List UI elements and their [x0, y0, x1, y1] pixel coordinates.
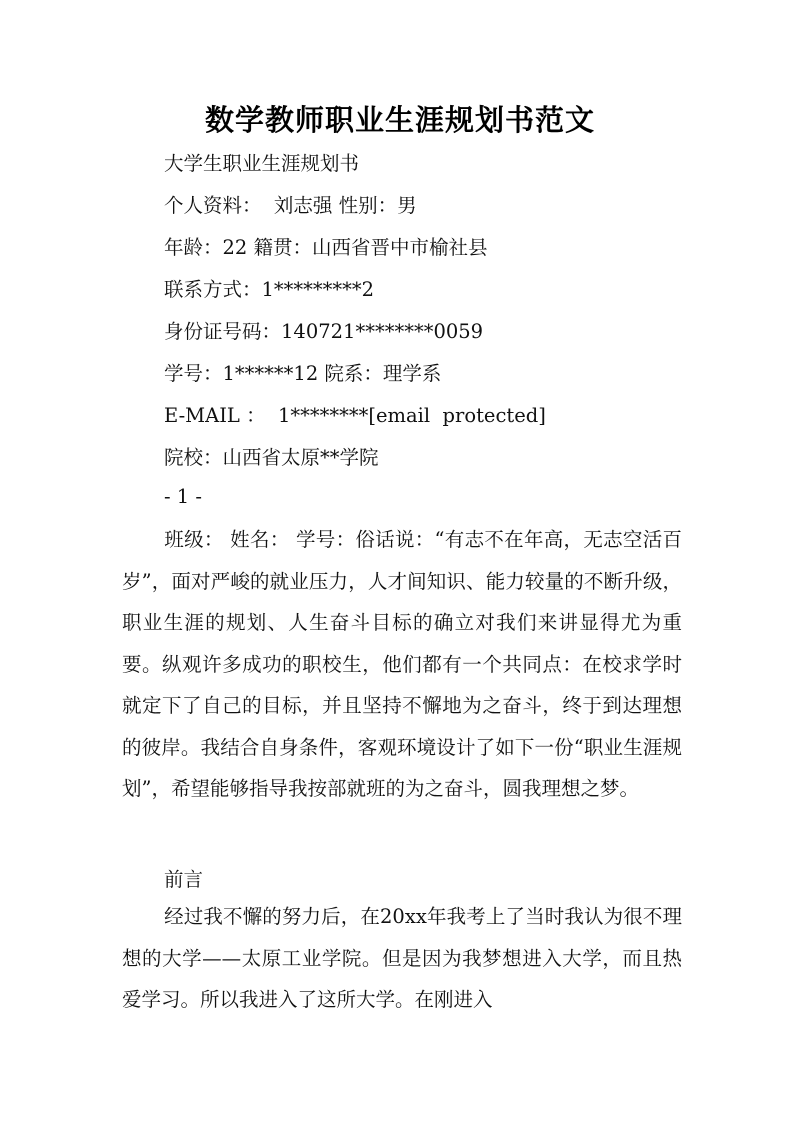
preface-paragraph-text: 经过我不懈的努力后，在20xx年我考上了当时我认为很不理想的大学——太原工业学院。但是因为我梦想进入大学，而且热爱学习。所以我进入了这所大学。在刚进入: [122, 905, 682, 1011]
intro-paragraph-text: 班级： 姓名： 学号：俗话说：“有志不在年高，无志空活百岁”，面对严峻的就业压力，人才间知识、能力较量的不断升级，职业生涯的规划、人生奋斗目标的确立对我们来讲显得尤为重要。纵观许多成功的职校生，他们都有一个共同点：在校求学时就定下了自己的目标，并且坚持不懈地为之奋斗，终于到达理想的彼岸。我结合自身条件，客观环境设计了如下一份“职业生涯规划”，希望能够指导我按部就班的为之奋斗，圆我理想之梦。: [122, 528, 682, 800]
info-line-student-no: 学号：1******12 院系：理学系: [164, 362, 442, 385]
info-line-id: 身份证号码：140721********0059: [164, 320, 484, 343]
document-subtitle: 大学生职业生涯规划书: [164, 152, 360, 175]
info-line-contact: 联系方式：1*********2: [164, 278, 375, 301]
page-marker: - 1 -: [164, 485, 202, 508]
info-line-school: 院校：山西省太原**学院: [164, 446, 379, 469]
info-line-age: 年龄：22 籍贯：山西省晋中市榆社县: [164, 236, 488, 259]
section-heading-preface: 前言: [164, 868, 204, 891]
document-title: 数学教师职业生涯规划书范文: [204, 103, 595, 137]
info-line-personal: 个人资料： 刘志强 性别：男: [164, 194, 417, 217]
intro-paragraph: [122, 519, 682, 810]
info-line-email: E-MAIL ： 1********[email protected]: [164, 404, 546, 427]
preface-paragraph: [122, 896, 682, 1021]
